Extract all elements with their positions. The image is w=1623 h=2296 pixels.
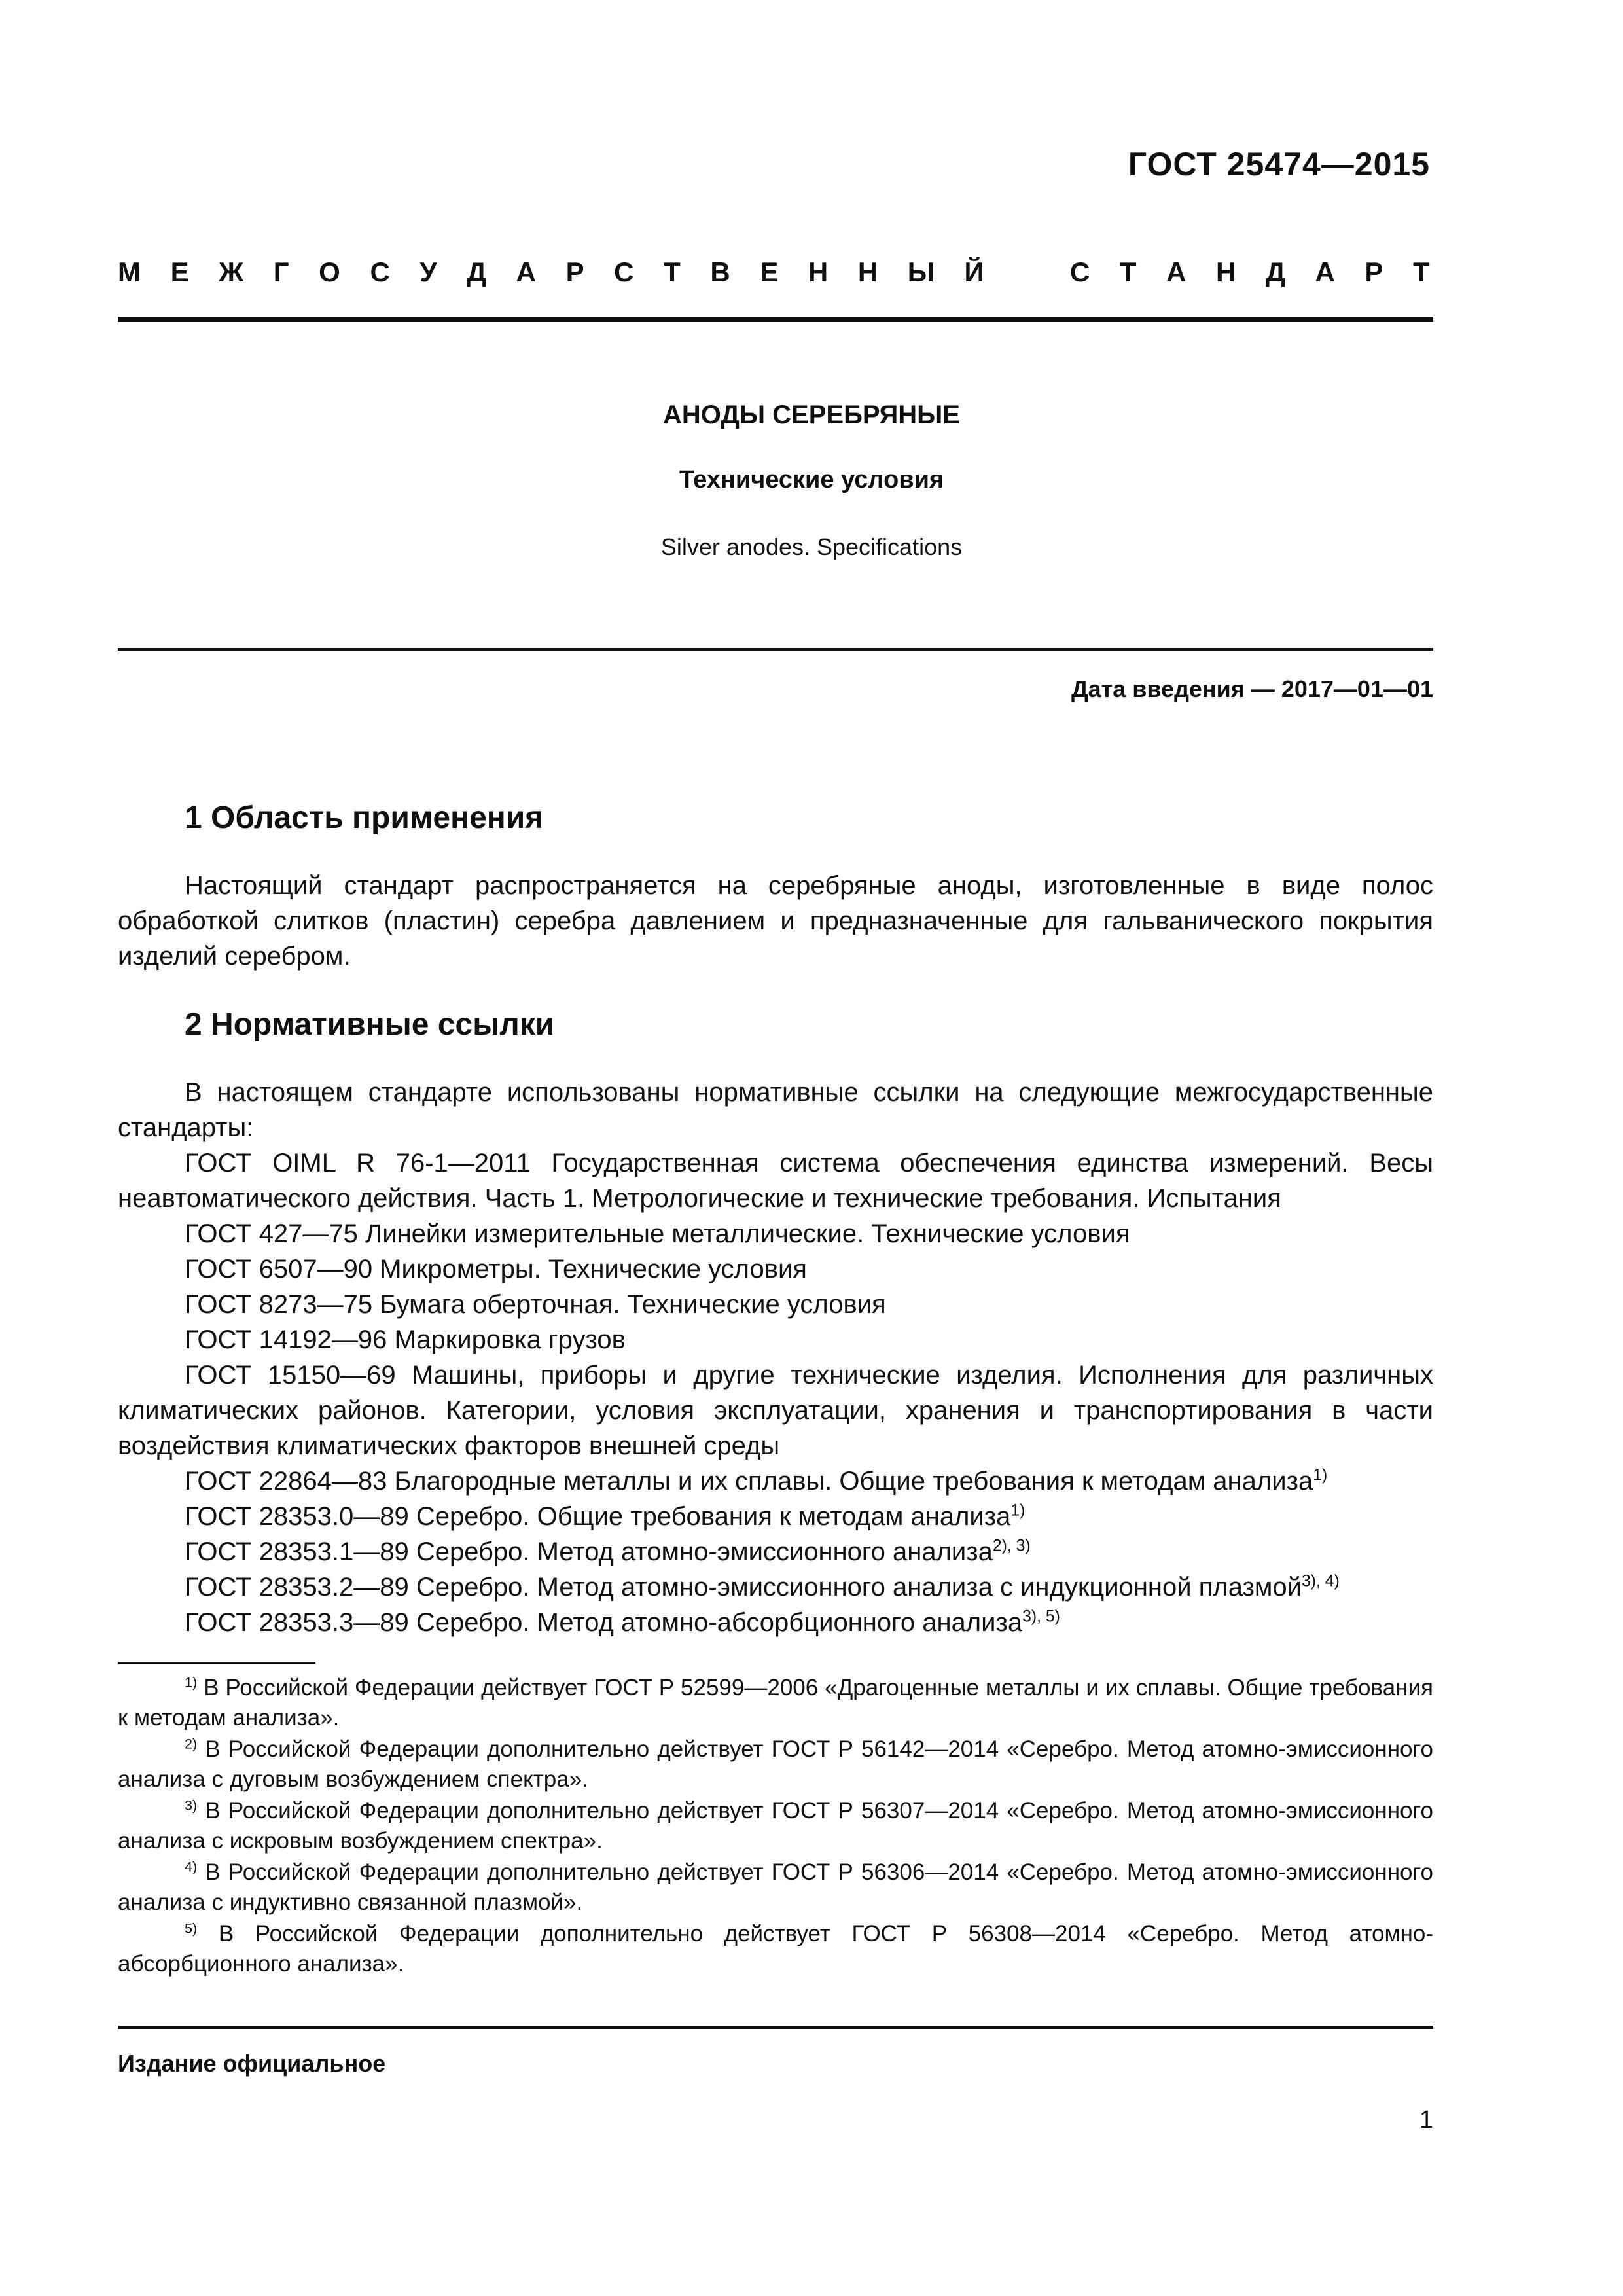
page-number: 1	[1419, 2106, 1433, 2134]
normative-reference	[118, 1499, 1433, 1534]
footnote	[118, 1734, 1433, 1795]
header-rule	[118, 317, 1433, 322]
reference-text: ГОСТ 28353.3—89 Серебро. Метод атомно-абсорбционного анализа	[185, 1608, 1023, 1637]
english-title: Silver anodes. Specifications	[660, 533, 963, 560]
footnote-mark: 3)	[185, 1797, 198, 1814]
normative-reference	[118, 1216, 1433, 1251]
document-subtitle: Технические условия	[679, 466, 944, 493]
footnote	[118, 1673, 1433, 1733]
footnote-reference-mark: 2), 3)	[992, 1537, 1031, 1555]
interstate-letter: Ы	[907, 257, 935, 287]
interstate-letter: Д	[467, 257, 487, 287]
interstate-letter: О	[319, 257, 340, 287]
footnotes	[118, 1673, 1433, 1981]
reference-text: ГОСТ 28353.0—89 Серебро. Общие требования к методам анализа	[185, 1502, 1011, 1531]
introduction-date: Дата введения — 2017—01—01	[1071, 675, 1433, 702]
reference-text: ГОСТ 28353.2—89 Серебро. Метод атомно-эмиссионного анализа с индукционной плазмой	[185, 1573, 1302, 1602]
interstate-letter: Ж	[219, 257, 244, 287]
normative-reference	[118, 1463, 1433, 1499]
reference-text: ГОСТ 22864—83 Благородные металлы и их сплавы. Общие требования к методам анализа	[185, 1467, 1313, 1496]
interstate-letter: С	[370, 257, 390, 287]
normative-reference	[118, 1322, 1433, 1357]
interstate-letter: Т	[664, 257, 681, 287]
normative-reference	[118, 1534, 1433, 1570]
interstate-letter: С	[1069, 257, 1090, 287]
interstate-letter: А	[1166, 257, 1186, 287]
section-2-intro: В настоящем стандарте использованы нормативные ссылки на следующие межгосударственные стандарты:	[118, 1078, 1433, 1142]
footnote-mark: 5)	[185, 1920, 198, 1937]
footnote-text: В Российской Федерации дополнительно действует ГОСТ Р 56306—2014 «Серебро. Метод атомно-эмиссионного анализа с индуктивно связанной плазмой».	[118, 1859, 1433, 1915]
interstate-letter: М	[118, 257, 141, 287]
footnote-reference-mark: 3), 4)	[1301, 1572, 1340, 1590]
footnote-text: В Российской Федерации дополнительно действует ГОСТ Р 56307—2014 «Серебро. Метод атомно-эмиссионного анализа с искровым возбуждением спектра».	[118, 1798, 1433, 1854]
normative-reference	[118, 1251, 1433, 1287]
interstate-letter: Н	[808, 257, 829, 287]
interstate-letter: Д	[1265, 257, 1285, 287]
footnote-text: В Российской Федерации дополнительно действует ГОСТ Р 56142—2014 «Серебро. Метод атомно-эмиссионного анализа с дуговым возбуждением спектра».	[118, 1736, 1433, 1792]
section-2-heading: 2 Нормативные ссылки	[185, 1007, 555, 1042]
interstate-letter: Р	[1364, 257, 1383, 287]
footnote-reference-mark: 1)	[1313, 1466, 1328, 1484]
interstate-letter: Н	[1216, 257, 1236, 287]
section-1-paragraph: Настоящий стандарт распространяется на серебряные аноды, изготовленные в виде полос обработкой слитков (пластин) серебра давлением и предназначенные для гальванического покрытия изделий серебром.	[118, 871, 1433, 971]
reference-text: ГОСТ 6507—90 Микрометры. Технические условия	[185, 1255, 807, 1283]
normative-reference	[118, 1605, 1433, 1640]
footnote-reference-mark: 1)	[1010, 1501, 1026, 1520]
interstate-letter: С	[614, 257, 634, 287]
footnote	[118, 1919, 1433, 1979]
reference-text: ГОСТ OIML R 76-1—2011 Государственная система обеспечения единства измерений. Весы неавтоматического действия. Часть 1. Метрологические и технические требования. Испытания	[118, 1149, 1433, 1213]
footnote-mark: 4)	[185, 1858, 198, 1875]
footnote-mark: 2)	[185, 1735, 198, 1752]
interstate-letter: Т	[1119, 257, 1137, 287]
title-rule	[118, 648, 1433, 651]
interstate-letter: У	[419, 257, 437, 287]
interstate-letter: Й	[964, 257, 984, 287]
section-1-heading: 1 Область применения	[185, 800, 544, 835]
reference-text: ГОСТ 8273—75 Бумага оберточная. Технические условия	[185, 1290, 886, 1319]
footnote-text: В Российской Федерации действует ГОСТ Р 52599—2006 «Драгоценные металлы и их сплавы. Общие требования к методам анализа».	[118, 1675, 1433, 1731]
footnote-mark: 1)	[185, 1674, 198, 1691]
footnote-rule	[118, 1662, 315, 1664]
normative-reference	[118, 1357, 1433, 1463]
reference-text: ГОСТ 15150—69 Машины, приборы и другие технические изделия. Исполнения для различных климатических районов. Категории, условия эксплуатации, хранения и транспортирования в части воздействия климатических факторов внешней среды	[118, 1361, 1433, 1460]
interstate-letter: А	[1315, 257, 1335, 287]
footer-rule	[118, 2026, 1433, 2029]
reference-text: ГОСТ 427—75 Линейки измерительные металлические. Технические условия	[185, 1219, 1130, 1248]
document-title: АНОДЫ СЕРЕБРЯНЫЕ	[663, 401, 960, 429]
interstate-letter: В	[710, 257, 730, 287]
section-1-body	[118, 868, 1433, 974]
interstate-standard-heading	[118, 257, 1430, 288]
normative-reference	[118, 1145, 1433, 1216]
gost-number: ГОСТ 25474—2015	[1128, 146, 1430, 183]
normative-reference	[118, 1570, 1433, 1605]
normative-reference	[118, 1287, 1433, 1322]
interstate-letter: Е	[760, 257, 779, 287]
interstate-letter: Р	[565, 257, 584, 287]
footnote	[118, 1857, 1433, 1918]
reference-text: ГОСТ 28353.1—89 Серебро. Метод атомно-эмиссионного анализа	[185, 1537, 993, 1566]
footnote-reference-mark: 3), 5)	[1022, 1607, 1060, 1626]
interstate-letter: Е	[170, 257, 189, 287]
word-gap	[1014, 257, 1040, 288]
official-edition-label: Издание официальное	[118, 2050, 386, 2077]
footnote	[118, 1796, 1433, 1856]
footnote-text: В Российской Федерации дополнительно действует ГОСТ Р 56308—2014 «Серебро. Метод атомно-абсорбционного анализа».	[118, 1921, 1433, 1977]
interstate-letter: Г	[273, 257, 289, 287]
interstate-letter: А	[516, 257, 536, 287]
interstate-letter: Н	[857, 257, 878, 287]
interstate-letter: Т	[1413, 257, 1430, 287]
reference-text: ГОСТ 14192—96 Маркировка грузов	[185, 1325, 626, 1354]
section-2-body	[118, 1075, 1433, 1640]
